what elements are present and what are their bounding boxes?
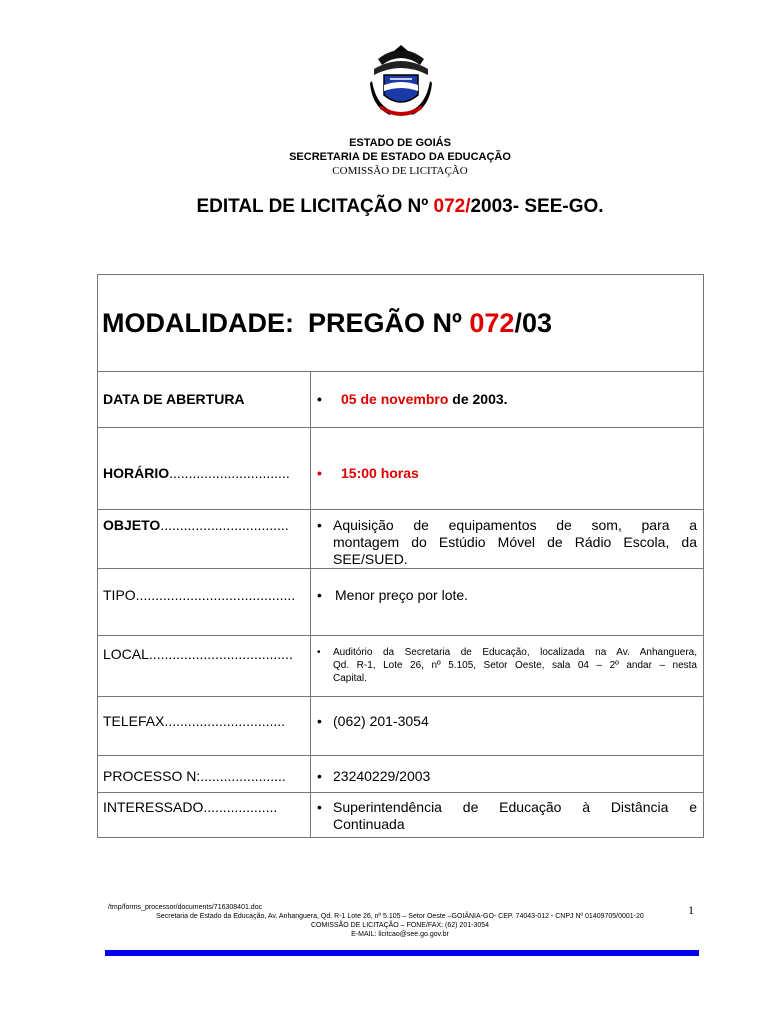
title-number: 072/ (433, 196, 471, 217)
telefax-row: TELEFAX............................... • (062) 201-3054 (98, 697, 704, 756)
footer-address: Secretaria de Estado da Educação, Av. Anhanguera, Qd. R-1 Lote 26, nº 5.105 – Setor Oeste –GOIÂNIA-GO- CEP. 74043-012 - CNPJ Nº 01409705/0001-20 (156, 913, 644, 920)
footer-file-path: /tmp/forms_processor/documents/716308401.doc (108, 904, 263, 911)
modality-value-prefix: PREGÃO Nº (307, 308, 470, 338)
modality-number: 072 (469, 308, 515, 338)
type-dots: ......................................... (135, 587, 296, 603)
object-dots: ................................. (160, 517, 289, 533)
time-label: HORÁRIO (103, 465, 170, 481)
interested-line-2: Continuada (333, 816, 405, 832)
local-label: LOCAL (103, 646, 149, 662)
process-row: PROCESSO N:...................... • 23240229/2003 (98, 756, 704, 793)
telefax-label: TELEFAX (103, 713, 165, 729)
object-line-2: montagem do Estúdio Móvel de Rádio Escola, da (333, 534, 697, 550)
opening-date-rest: de 2003. (448, 391, 508, 407)
local-line-3: Capital. (333, 673, 367, 684)
object-row: OBJETO................................. • Aquisição de equipamentos de som, para a montagem do Estúdio Móvel de Rádio Escola, da SEE/SUED. (98, 510, 704, 569)
interested-dots: ................... (203, 799, 278, 815)
footer-email: E-MAIL: licitcao@see.go.gov.br (351, 931, 449, 938)
opening-date-highlight: 05 de novembro (341, 391, 449, 407)
title-prefix: EDITAL DE LICITAÇÃO Nº (196, 196, 434, 217)
interested-label: INTERESSADO (103, 799, 204, 815)
opening-label: DATA DE ABERTURA (103, 391, 245, 407)
modality-heading (98, 275, 703, 339)
local-line-1: Auditório da Secretaria de Educação, localizada na Av. Anhanguera, (333, 647, 697, 658)
local-dots: ..................................... (148, 646, 293, 662)
process-dots: ...................... (200, 768, 286, 784)
object-label: OBJETO (103, 517, 161, 533)
telefax-value: (062) 201-3054 (333, 713, 429, 729)
header-secretariat: SECRETARIA DE ESTADO DA EDUCAÇÃO (289, 151, 511, 163)
local-row: LOCAL..................................... • Auditório da Secretaria de Educação, localizada na Av. Anhanguera, Qd. R-1, Lote 26, nº 5.105, Setor Oeste, sala 04 – 2º andar – nesta Capital. (98, 636, 704, 697)
bid-details-table (97, 274, 704, 838)
interested-line-1: Superintendência de Educação à Distância e (333, 799, 697, 815)
title-suffix: 2003- SEE-GO. (470, 196, 604, 217)
document-title (0, 196, 770, 218)
process-value: 23240229/2003 (333, 768, 431, 784)
time-dots: ............................... (169, 465, 290, 481)
page-number: 1 (688, 903, 694, 917)
opening-row: DATA DE ABERTURA • 05 de novembro de 2003. (98, 372, 704, 428)
footer-contact: COMISSÃO DE LICITAÇÃO – FONE/FAX: (62) 201-3054 (310, 922, 490, 929)
modality-label: MODALIDADE: (102, 308, 294, 338)
header-commission: COMISSÃO DE LICITAÇÃO (332, 165, 468, 177)
process-label: PROCESSO N: (103, 768, 201, 784)
time-row: HORÁRIO............................... • 15:00 horas (98, 428, 704, 510)
time-value: 15:00 horas (341, 465, 419, 481)
header-state: ESTADO DE GOIÁS (349, 137, 451, 149)
type-label: TIPO (103, 587, 136, 603)
object-line-3: SEE/SUED. (333, 551, 408, 567)
interested-row: INTERESSADO................... • Superintendência de Educação à Distância e Continuada (98, 793, 704, 838)
type-value: Menor preço por lote. (335, 587, 469, 603)
telefax-dots: ............................... (164, 713, 286, 729)
type-row: TIPO......................................... • Menor preço por lote. (98, 569, 704, 636)
local-line-2: Qd. R-1, Lote 26, nº 5.105, Setor Oeste, sala 04 – 2º andar – nesta (333, 660, 697, 671)
footer-blue-bar (105, 950, 699, 956)
modality-value-suffix: /03 (514, 308, 552, 338)
modality-row (98, 275, 704, 372)
object-line-1: Aquisição de equipamentos de som, para a (333, 517, 697, 533)
state-coat-of-arms-emblem (370, 45, 432, 117)
